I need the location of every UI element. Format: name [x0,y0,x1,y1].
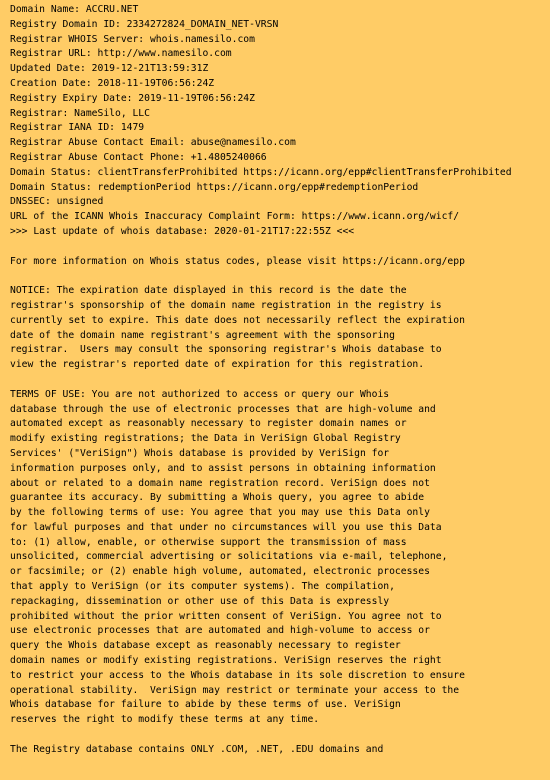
whois-line: to: (1) allow, enable, or otherwise support the transmission of mass [10,536,407,548]
whois-line: to restrict your access to the Whois database in its sole discretion to ensure [10,669,465,681]
whois-line: view the registrar's reported date of expiration for this registration. [10,359,425,371]
whois-line: domain names or modify existing registrations. VeriSign reserves the right [10,655,442,667]
whois-line: operational stability. VeriSign may restrict or terminate your access to the [10,684,460,696]
whois-line: about or related to a domain name registration record. VeriSign does not [10,477,430,489]
whois-line: reserves the right to modify these terms at any time. [10,714,320,726]
whois-line: database through the use of electronic processes that are high-volume and [10,403,436,415]
whois-line: Whois database for failure to abide by these terms of use. VeriSign [10,699,401,711]
whois-line: for lawful purposes and that under no circumstances will you use this Data [10,521,442,533]
whois-line: Updated Date: 2019-12-21T13:59:31Z [10,63,209,75]
whois-line: query the Whois database except as reasonably necessary to register [10,640,401,652]
whois-line: prohibited without the prior written consent of VeriSign. You agree not to [10,610,442,622]
whois-line: Creation Date: 2018-11-19T06:56:24Z [10,77,215,89]
whois-line: modify existing registrations; the Data in VeriSign Global Registry [10,433,401,445]
whois-line: repackaging, dissemination or other use of this Data is expressly [10,595,390,607]
whois-line: unsolicited, commercial advertising or solicitations via e-mail, telephone, [10,551,448,563]
whois-line: Domain Status: clientTransferProhibited https://icann.org/epp#clientTransferProhibited [10,166,512,178]
whois-line: URL of the ICANN Whois Inaccuracy Complaint Form: https://www.icann.org/wicf/ [10,211,460,223]
whois-line: Registrar IANA ID: 1479 [10,122,145,134]
whois-line: registrar's sponsorship of the domain name registration in the registry is [10,299,442,311]
whois-line [10,240,548,255]
whois-line: NOTICE: The expiration date displayed in this record is the date the [10,285,407,297]
whois-line: Services' ("VeriSign") Whois database is provided by VeriSign for [10,447,390,459]
whois-line: use electronic processes that are automated and high-volume to access or [10,625,430,637]
whois-line: Registrar: NameSilo, LLC [10,107,150,119]
whois-line: Registrar URL: http://www.namesilo.com [10,48,232,60]
whois-line: information purposes only, and to assist persons in obtaining information [10,462,436,474]
whois-line: For more information on Whois status codes, please visit https://icann.org/epp [10,255,465,267]
whois-line: date of the domain name registrant's agreement with the sponsoring [10,329,395,341]
whois-line: Registry Domain ID: 2334272824_DOMAIN_NET-VRSN [10,18,279,30]
whois-line: Domain Name: ACCRU.NET [10,4,139,15]
whois-line: >>> Last update of whois database: 2020-01-21T17:22:55Z <<< [10,225,355,237]
whois-line [10,373,548,388]
whois-line: Registry Expiry Date: 2019-11-19T06:56:24Z [10,92,255,104]
whois-line: Domain Status: redemptionPeriod https://icann.org/epp#redemptionPeriod [10,181,419,193]
whois-line: by the following terms of use: You agree that you may use this Data only [10,507,430,519]
whois-line: The Registry database contains ONLY .COM, .NET, .EDU domains and [10,743,384,755]
whois-line: registrar. Users may consult the sponsoring registrar's Whois database to [10,344,442,356]
whois-line: currently set to expire. This date does not necessarily reflect the expiration [10,314,465,326]
whois-line: Registrar WHOIS Server: whois.namesilo.com [10,33,255,45]
whois-line: guarantee its accuracy. By submitting a Whois query, you agree to abide [10,492,425,504]
whois-line [10,269,548,284]
whois-line: automated except as reasonably necessary to register domain names or [10,418,407,430]
whois-line: Registrar Abuse Contact Phone: +1.4805240066 [10,151,267,163]
whois-line: Registrar Abuse Contact Email: abuse@namesilo.com [10,137,296,149]
whois-line: TERMS OF USE: You are not authorized to access or query our Whois [10,388,390,400]
whois-line: DNSSEC: unsigned [10,196,104,208]
whois-line [10,728,548,743]
whois-line: that apply to VeriSign (or its computer systems). The compilation, [10,581,395,593]
whois-line: or facsimile; or (2) enable high volume, automated, electronic processes [10,566,430,578]
